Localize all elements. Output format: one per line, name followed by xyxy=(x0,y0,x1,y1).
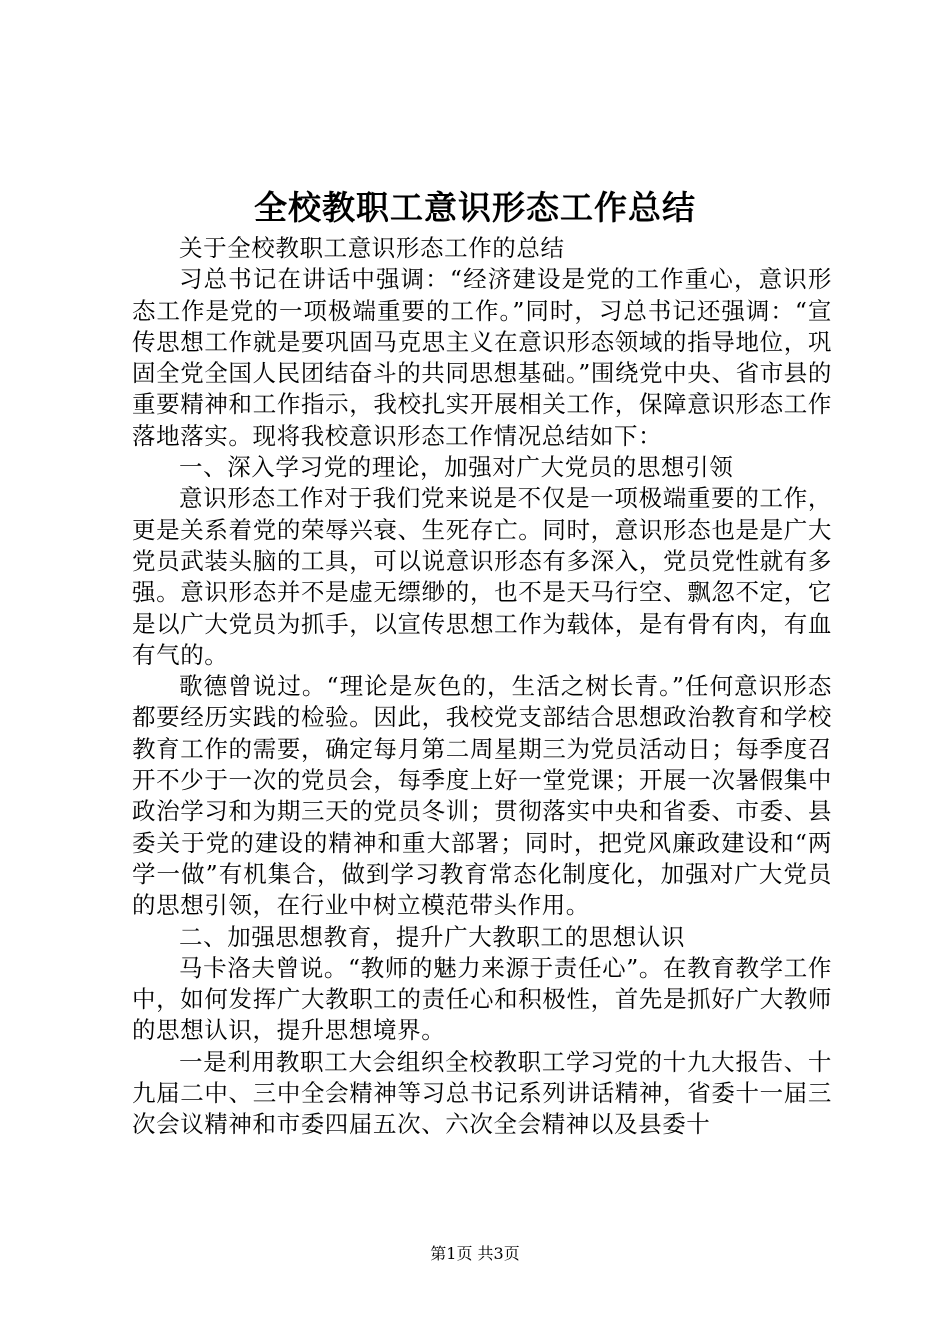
section-heading-1: 一、深入学习党的理论，加强对广大党员的思想引领 xyxy=(179,453,734,482)
document-title: 全校教职工意识形态工作总结 xyxy=(254,188,696,227)
body-paragraph: 一是利用教职工大会组织全校教职工学习党的十九大报告、十九届二中、三中全会精神等习总书记系列讲话精神，省委十一届三次会议精神和市委四届五次、六次全会精神以及县委十 xyxy=(132,1047,832,1139)
body-paragraph: 意识形态工作对于我们党来说是不仅是一项极端重要的工作，更是关系着党的荣辱兴衰、生死存亡。同时，意识形态也是是广大党员武装头脑的工具，可以说意识形态有多深入，党员党性就有多强。意识形态并不是虚无缥缈的，也不是天马行空、飘忽不定，它是以广大党员为抓手，以宣传思想工作为载体，是有骨有肉，有血有气的。 xyxy=(132,484,832,669)
intro-paragraph: 习总书记在讲话中强调：“经济建设是党的工作重心，意识形态工作是党的一项极端重要的工作。”同时，习总书记还强调：“宣传思想工作就是要巩固马克思主义在意识形态领域的指导地位，巩固全党全国人民团结奋斗的共同思想基础。”围绕党中央、省市县的重要精神和工作指示，我校扎实开展相关工作，保障意识形态工作落地落实。现将我校意识形态工作情况总结如下： xyxy=(132,265,832,450)
document-body xyxy=(132,233,832,1141)
section-heading-2: 二、加强思想教育，提升广大教职工的思想认识 xyxy=(179,922,686,951)
body-paragraph: 马卡洛夫曾说。“教师的魅力来源于责任心”。在教育教学工作中，如何发挥广大教职工的责任心和积极性，首先是抓好广大教师的思想认识，提升思想境界。 xyxy=(132,953,832,1045)
page-number-footer: 第1页 共3页 xyxy=(430,1244,520,1263)
body-paragraph: 歌德曾说过。“理论是灰色的，生活之树长青。”任何意识形态都要经历实践的检验。因此，我校党支部结合思想政治教育和学校教育工作的需要，确定每月第二周星期三为党员活动日；每季度召开不少于一次的党员会，每季度上好一堂党课；开展一次暑假集中政治学习和为期三天的党员冬训；贯彻落实中央和省委、市委、县委关于党的建设的精神和重大部署；同时，把党风廉政建设和“两学一做”有机集合，做到学习教育常态化制度化，加强对广大党员的思想引领，在行业中树立模范带头作用。 xyxy=(132,672,832,920)
subtitle-paragraph: 关于全校教职工意识形态工作的总结 xyxy=(179,234,565,262)
